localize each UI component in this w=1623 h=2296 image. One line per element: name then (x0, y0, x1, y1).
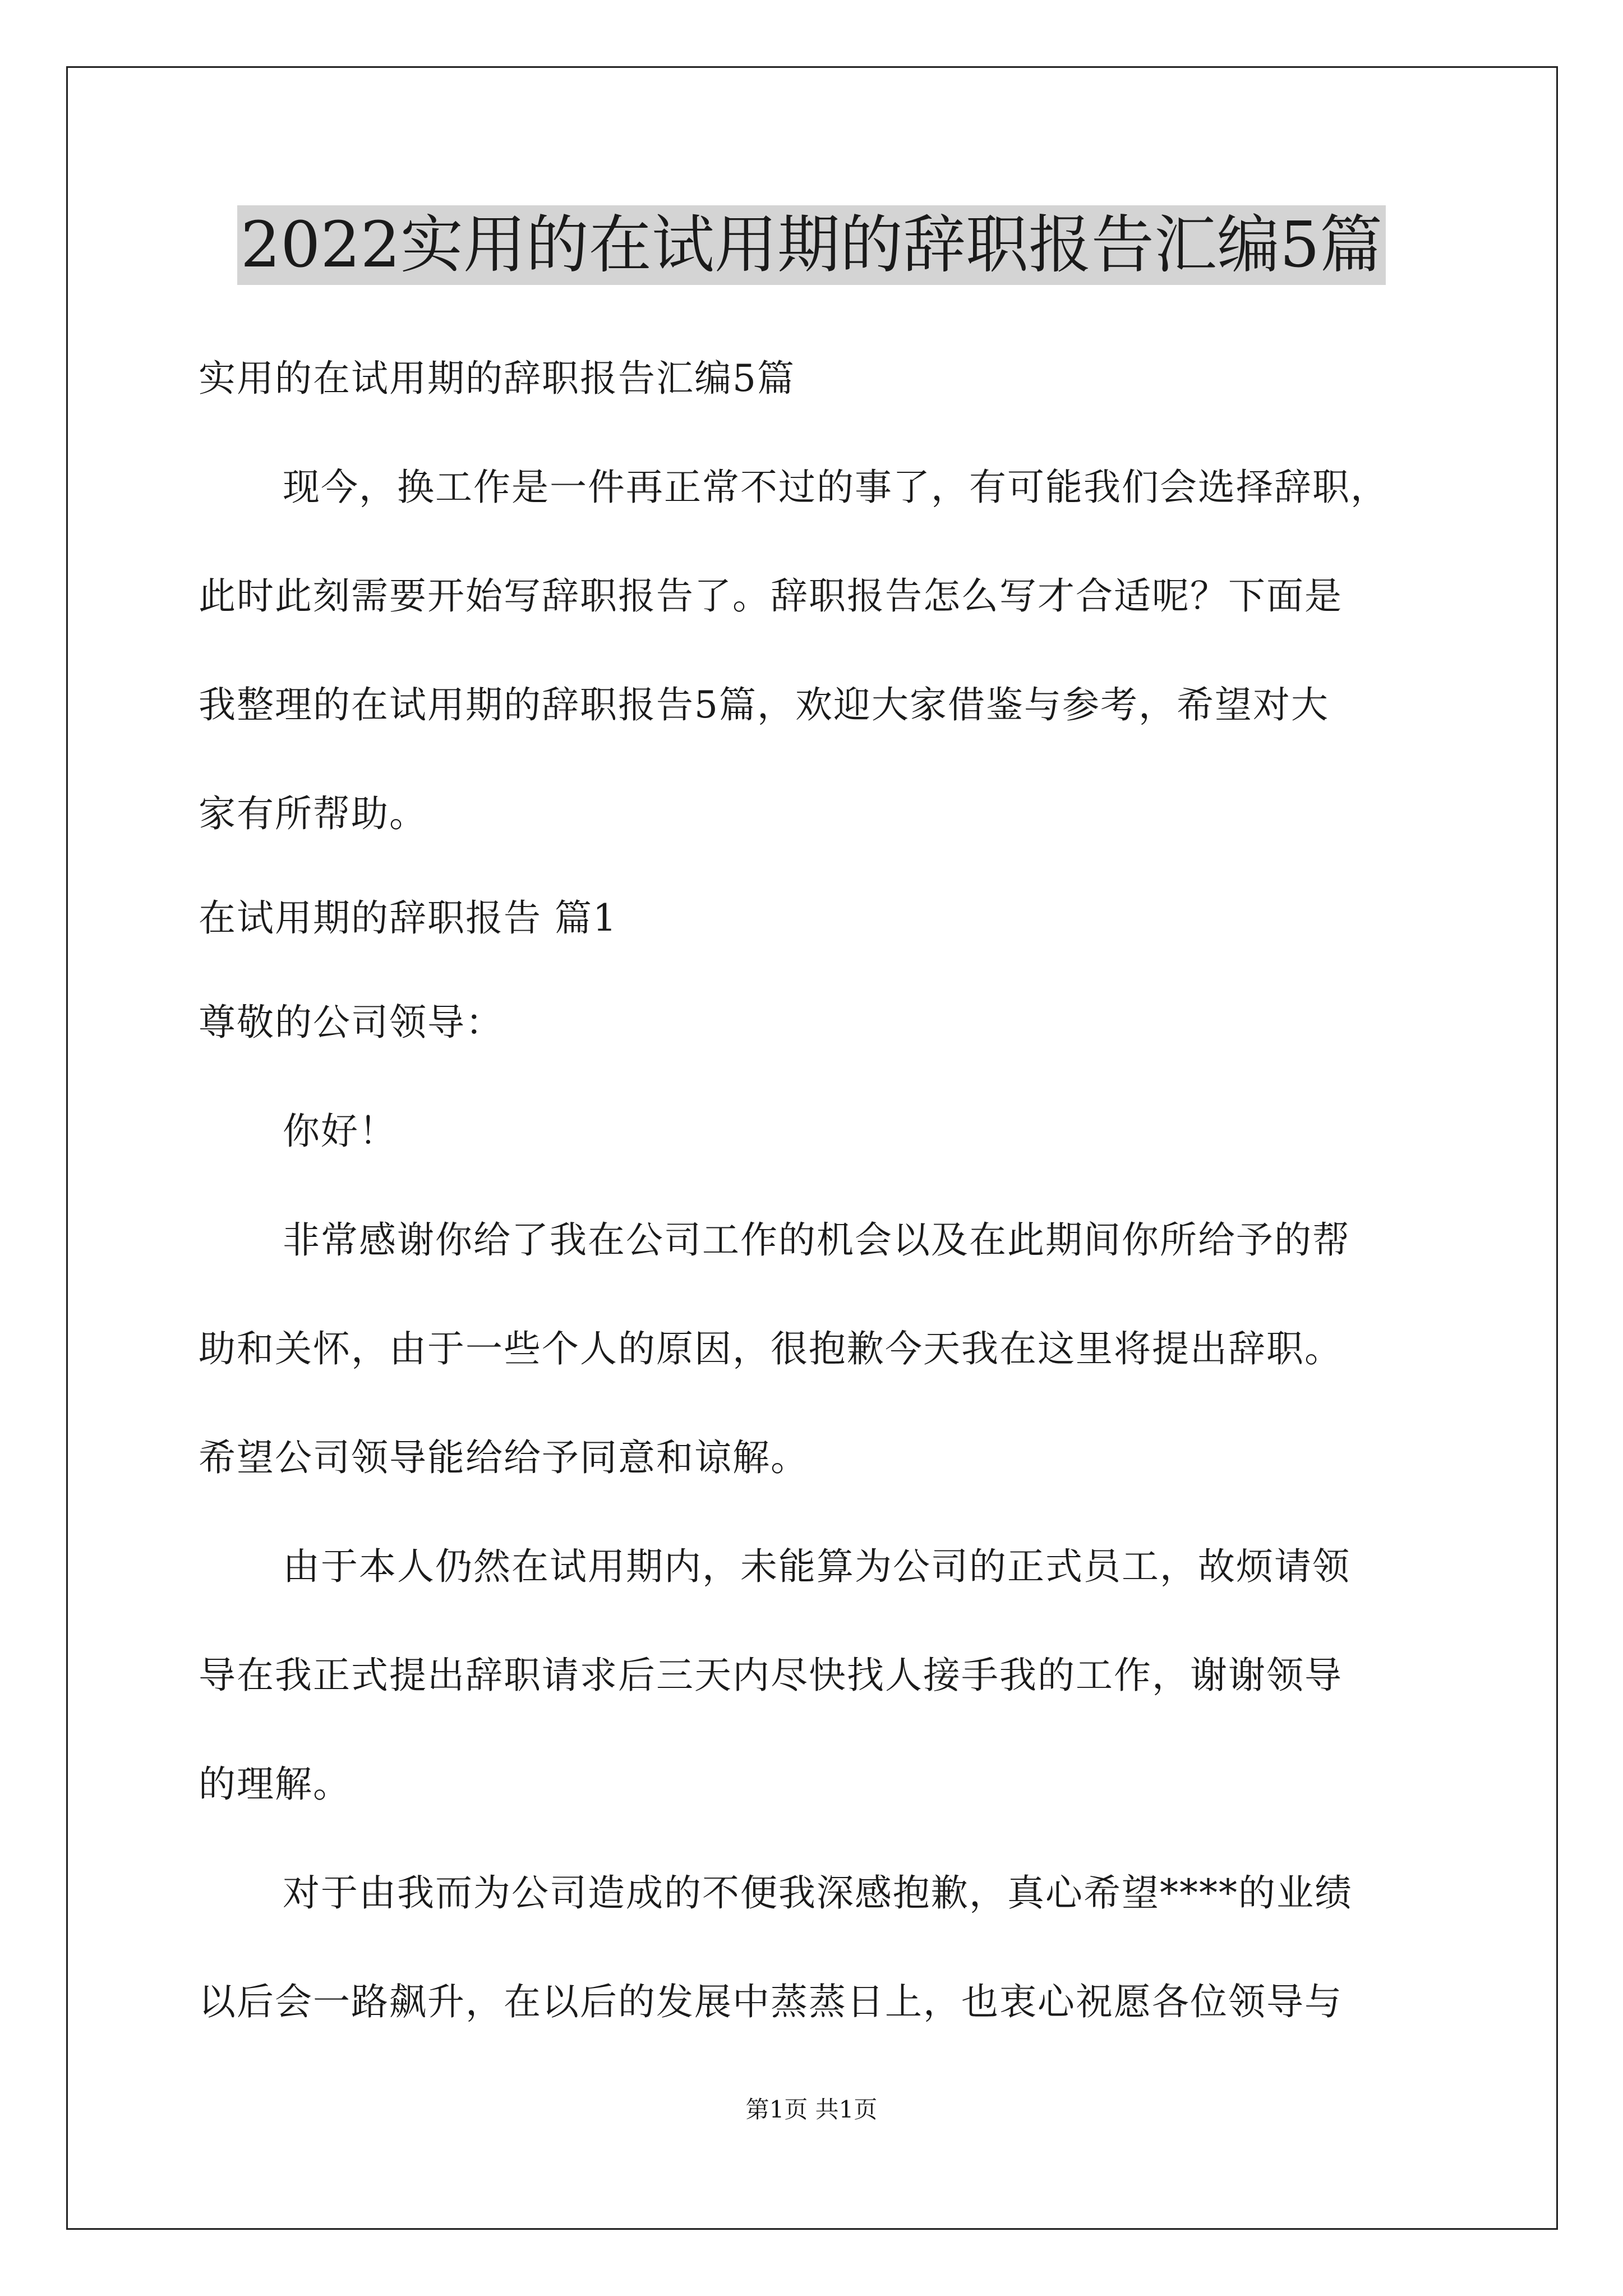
paragraph-line: 的理解。 (199, 1763, 351, 1806)
page-footer: 第1页 共1页 (745, 2096, 878, 2123)
paragraph-line: 现今，换工作是一件再正常不过的事了，有可能我们会选择辞职， (283, 466, 1389, 509)
section-heading: 在试用期的辞职报告 篇1 (199, 896, 617, 940)
document-title: 2022实用的在试用期的辞职报告汇编5篇 (237, 205, 1386, 285)
paragraph-line: 希望公司领导能给给予同意和谅解。 (199, 1436, 809, 1479)
paragraph-line: 对于由我而为公司造成的不便我深感抱歉，真心希望****的业绩 (283, 1871, 1353, 1915)
subtitle-line: 实用的在试用期的辞职报告汇编5篇 (199, 357, 795, 400)
paragraph-line: 由于本人仍然在试用期内，未能算为公司的正式员工，故烦请领 (283, 1545, 1350, 1588)
paragraph-line: 家有所帮助。 (199, 792, 427, 835)
paragraph-line: 助和关怀，由于一些个人的原因，很抱歉今天我在这里将提出辞职。 (199, 1327, 1343, 1370)
paragraph-line: 以后会一路飙升，在以后的发展中蒸蒸日上，也衷心祝愿各位领导与 (199, 1980, 1343, 2023)
greeting-line: 你好！ (283, 1110, 397, 1153)
paragraph-line: 导在我正式提出辞职请求后三天内尽快找人接手我的工作，谢谢领导 (199, 1654, 1343, 1697)
paragraph-line: 此时此刻需要开始写辞职报告了。辞职报告怎么写才合适呢？下面是 (199, 574, 1343, 618)
salutation-line: 尊敬的公司领导： (199, 1001, 504, 1044)
title-container (0, 205, 1623, 285)
paragraph-line: 我整理的在试用期的辞职报告5篇，欢迎大家借鉴与参考，希望对大 (199, 683, 1329, 726)
paragraph-line: 非常感谢你给了我在公司工作的机会以及在此期间你所给予的帮 (283, 1218, 1350, 1262)
